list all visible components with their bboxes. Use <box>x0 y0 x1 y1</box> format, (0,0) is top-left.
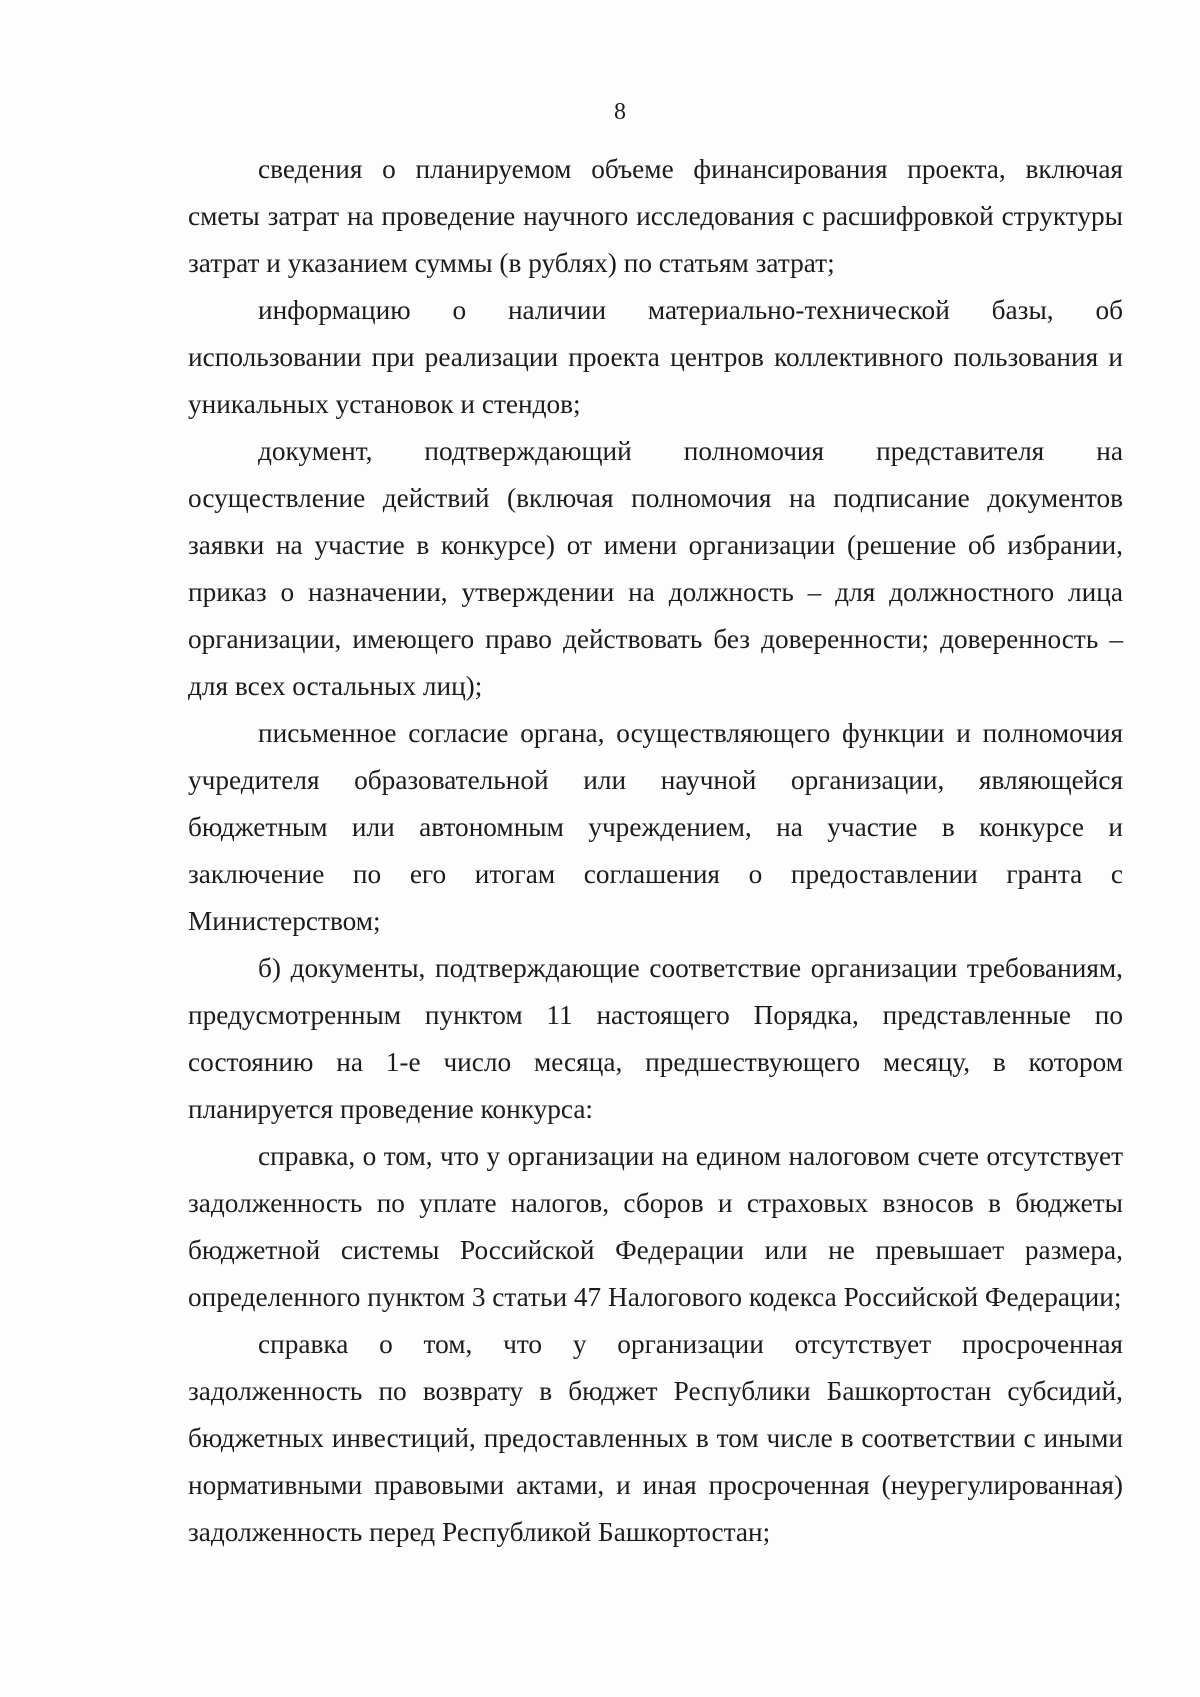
paragraph-tax-certificate: справка, о том, что у организации на едином налоговом счете отсутствует задолженность по уплате налогов, сборов и страховых взносов в бюджеты бюджетной системы Российской Федерации или не превышает размера, определенного пунктом 3 статьи 47 Налогового кодекса Российской Федерации; <box>188 1141 1123 1312</box>
paragraph-financing-estimate: сведения о планируемом объеме финансирования проекта, включая сметы затрат на проведение научного исследования с расшифровкой структуры затрат и указанием суммы (в рублях) по статьям затрат; <box>188 154 1123 278</box>
paragraph-founder-consent: письменное согласие органа, осуществляющего функции и полномочия учредителя образовательной или научной организации, являющейся бюджетным или автономным учреждением, на участие в конкурсе и заключение по его итогам соглашения о предоставлении гранта с Министерством; <box>188 718 1123 936</box>
paragraph-material-base: информацию о наличии материально-технической базы, об использовании при реализации проекта центров коллективного пользования и уникальных установок и стендов; <box>188 295 1123 419</box>
paragraph-overdue-debt-certificate: справка о том, что у организации отсутствует просроченная задолженность по возврату в бюджет Республики Башкортостан субсидий, бюджетных инвестиций, предоставленных в том числе в соответствии с иными нормативными правовыми актами, и иная просроченная (неурегулированная) задолженность перед Республикой Башкортостан; <box>188 1329 1123 1547</box>
document-body <box>188 146 1123 1556</box>
page-number: 8 <box>614 99 626 125</box>
paragraph-authority-document: документ, подтверждающий полномочия представителя на осуществление действий (включая полномочия на подписание документов заявки на участие в конкурсе) от имени организации (решение об избрании, приказ о назначении, утверждении на должность – для должностного лица организации, имеющего право действовать без доверенности; доверенность – для всех остальных лиц); <box>188 436 1123 701</box>
paragraph-compliance-documents: б) документы, подтверждающие соответствие организации требованиям, предусмотренным пунктом 11 настоящего Порядка, представленные по состоянию на 1-е число месяца, предшествующего месяцу, в котором планируется проведение конкурса: <box>188 953 1123 1124</box>
